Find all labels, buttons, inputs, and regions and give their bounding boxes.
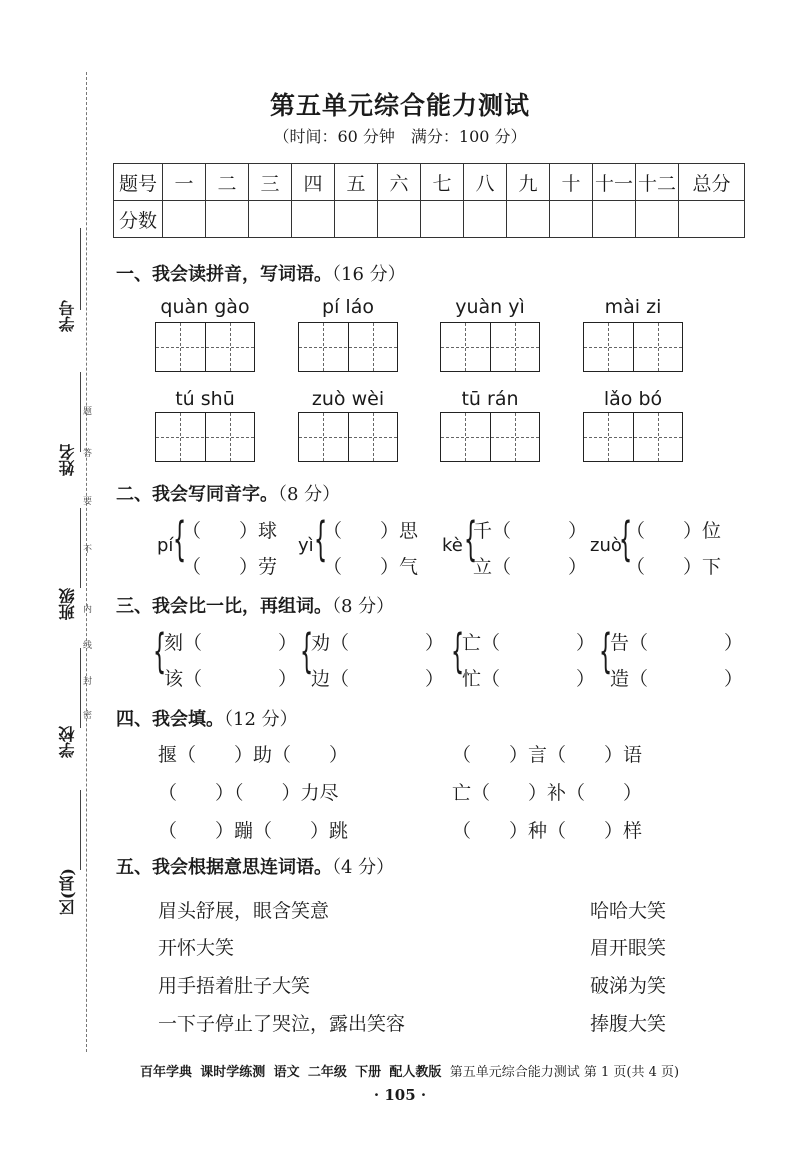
section-1-heading [116, 260, 406, 286]
idiom-fill-right[interactable]: （ ）言（ ）语 [452, 744, 643, 766]
seal-char: 不 [83, 545, 93, 555]
homophone-pinyin: zuò [590, 535, 622, 556]
footer-info [140, 1061, 679, 1080]
homophone-pinyin: kè [442, 535, 463, 556]
match-right-item[interactable]: 捧腹大笑 [590, 1013, 667, 1035]
score-header-cell: 四 [292, 164, 335, 201]
pinyin-label: tū rán [461, 388, 519, 410]
score-cell[interactable] [163, 201, 206, 238]
section-2-points: （8 分） [278, 484, 341, 505]
pinyin-label: yuàn yì [455, 296, 525, 318]
section-3-heading [116, 592, 394, 618]
seal-char: 线 [83, 641, 93, 651]
compare-blank[interactable]: 造（ ） [610, 668, 744, 690]
score-row-label: 分数 [114, 201, 163, 238]
student-no-label: 学号 [58, 300, 77, 332]
footer-grade: 二年级 [307, 1065, 347, 1080]
score-header-cell: 五 [335, 164, 378, 201]
writing-grid[interactable] [298, 412, 398, 462]
school-label: 学校 [58, 726, 77, 758]
district-rule [80, 790, 81, 870]
school-rule [80, 648, 81, 728]
score-header-cell: 七 [421, 164, 464, 201]
pinyin-label: lǎo bó [603, 388, 663, 410]
score-cell[interactable] [636, 201, 679, 238]
class-rule [80, 508, 81, 588]
class-label: 班级 [58, 588, 77, 620]
writing-grid[interactable] [155, 412, 255, 462]
score-cell[interactable] [206, 201, 249, 238]
seal-char: 题 [83, 407, 93, 417]
section-5-points: （4 分） [332, 857, 395, 878]
page-title: 第五单元综合能力测试 [269, 91, 530, 120]
writing-grid[interactable] [155, 322, 255, 372]
section-3-title: 三、我会比一比，再组词。 [116, 596, 332, 617]
pinyin-label: mài zi [604, 296, 662, 318]
match-right-item[interactable]: 破涕为笑 [590, 975, 667, 997]
name-label: 姓名 [58, 444, 77, 476]
district-label: 区(县) [58, 868, 77, 916]
homophone-blank[interactable]: （ ）下 [626, 556, 722, 578]
compare-blank[interactable]: 亡（ ） [462, 632, 596, 654]
idiom-fill-right[interactable]: 亡（ ）补（ ） [452, 782, 643, 804]
score-header-cell: 三 [249, 164, 292, 201]
footer-subject: 语文 [273, 1065, 300, 1080]
match-left-item[interactable]: 开怀大笑 [158, 937, 235, 959]
writing-grid[interactable] [583, 322, 683, 372]
score-cell[interactable] [421, 201, 464, 238]
match-right-item[interactable]: 哈哈大笑 [590, 900, 667, 922]
match-left-item[interactable]: 用手捂着肚子大笑 [158, 975, 311, 997]
score-table-header-row [114, 164, 745, 201]
pinyin-label: quàn gào [160, 296, 250, 318]
section-4-heading [116, 705, 298, 731]
homophone-blank[interactable]: （ ）气 [323, 556, 419, 578]
seal-char: 封 [83, 677, 93, 687]
pinyin-label: zuò wèi [311, 388, 385, 410]
footer-brand: 百年学典 [140, 1065, 193, 1080]
score-table-score-row [114, 201, 745, 238]
brace-symbol: { [599, 624, 613, 678]
match-right-item[interactable]: 眉开眼笑 [590, 937, 667, 959]
homophone-pinyin: pí [157, 535, 174, 556]
score-cell[interactable] [507, 201, 550, 238]
writing-grid[interactable] [298, 322, 398, 372]
brace-symbol: { [464, 512, 478, 566]
score-cell[interactable] [464, 201, 507, 238]
homophone-blank[interactable]: （ ）球 [182, 520, 278, 542]
binding-dashed-line [86, 72, 87, 1052]
compare-blank[interactable]: 刻（ ） [164, 632, 298, 654]
section-1-title: 一、我会读拼音，写词语。 [116, 264, 332, 285]
brace-symbol: { [314, 512, 328, 566]
score-header-cell: 十二 [636, 164, 679, 201]
seal-char: 要 [83, 497, 93, 507]
page-number: · 105 · [373, 1086, 427, 1104]
score-table [113, 163, 745, 238]
score-cell[interactable] [292, 201, 335, 238]
score-header-cell: 一 [163, 164, 206, 201]
seal-char: 密 [83, 711, 93, 721]
footer-volume: 下册 [355, 1065, 382, 1080]
score-cell[interactable] [679, 201, 745, 238]
score-header-cell: 九 [507, 164, 550, 201]
idiom-fill-left[interactable]: （ ）蹦（ ）跳 [158, 820, 349, 842]
footer-test-name: 第五单元综合能力测试 [449, 1065, 580, 1080]
footer-page-info: 第 1 页(共 4 页) [583, 1065, 680, 1080]
score-cell[interactable] [593, 201, 636, 238]
idiom-fill-left[interactable]: （ ）（ ）力尽 [158, 782, 339, 804]
brace-symbol: { [619, 512, 633, 566]
homophone-blank[interactable]: （ ）劳 [182, 556, 278, 578]
section-5-title: 五、我会根据意思连词语。 [116, 857, 332, 878]
score-header-cell: 六 [378, 164, 421, 201]
score-cell[interactable] [249, 201, 292, 238]
section-2-heading [116, 480, 340, 506]
score-header-cell: 题号 [114, 164, 163, 201]
score-header-cell: 十 [550, 164, 593, 201]
section-1-points: （16 分） [332, 264, 406, 285]
section-3-points: （8 分） [332, 596, 395, 617]
homophone-blank[interactable]: 千（ ） [473, 520, 588, 542]
page-subtitle: （时间：60 分钟 满分：100 分） [273, 127, 527, 146]
student-no-rule [80, 228, 81, 310]
pinyin-label: tú shū [175, 388, 235, 410]
score-cell[interactable] [550, 201, 593, 238]
seal-char: 内 [83, 605, 93, 615]
homophone-blank[interactable]: （ ）位 [626, 520, 722, 542]
homophone-pinyin: yì [298, 535, 314, 556]
section-2-title: 二、我会写同音字。 [116, 484, 278, 505]
idiom-fill-left[interactable]: 揠（ ）助（ ） [158, 744, 349, 766]
brace-symbol: { [173, 512, 187, 566]
seal-char: 答 [83, 449, 93, 459]
section-4-points: （12 分） [224, 709, 298, 730]
writing-grid[interactable] [440, 412, 540, 462]
compare-blank[interactable]: 该（ ） [164, 668, 298, 690]
brace-symbol: { [300, 624, 314, 678]
name-rule [80, 372, 81, 452]
match-left-item[interactable]: 一下子停止了哭泣，露出笑容 [158, 1013, 406, 1035]
match-left-item[interactable]: 眉头舒展，眼含笑意 [158, 900, 330, 922]
pinyin-label: pí láo [322, 296, 374, 318]
idiom-fill-right[interactable]: （ ）种（ ）样 [452, 820, 643, 842]
section-4-title: 四、我会填。 [116, 709, 224, 730]
compare-blank[interactable]: 边（ ） [311, 668, 445, 690]
section-5-heading [116, 853, 394, 879]
score-header-cell: 二 [206, 164, 249, 201]
compare-blank[interactable]: 告（ ） [610, 632, 744, 654]
score-header-cell: 八 [464, 164, 507, 201]
homophone-blank[interactable]: 立（ ） [473, 556, 588, 578]
writing-grid[interactable] [583, 412, 683, 462]
score-header-cell: 十一 [593, 164, 636, 201]
score-cell[interactable] [335, 201, 378, 238]
brace-symbol: { [153, 624, 167, 678]
score-cell[interactable] [378, 201, 421, 238]
score-header-cell: 总分 [679, 164, 745, 201]
footer-series: 课时学练测 [200, 1065, 266, 1080]
compare-blank[interactable]: 劝（ ） [311, 632, 445, 654]
homophone-blank[interactable]: （ ）思 [323, 520, 419, 542]
compare-blank[interactable]: 忙（ ） [462, 668, 596, 690]
footer-edition: 配人教版 [389, 1065, 442, 1080]
brace-symbol: { [451, 624, 465, 678]
writing-grid[interactable] [440, 322, 540, 372]
